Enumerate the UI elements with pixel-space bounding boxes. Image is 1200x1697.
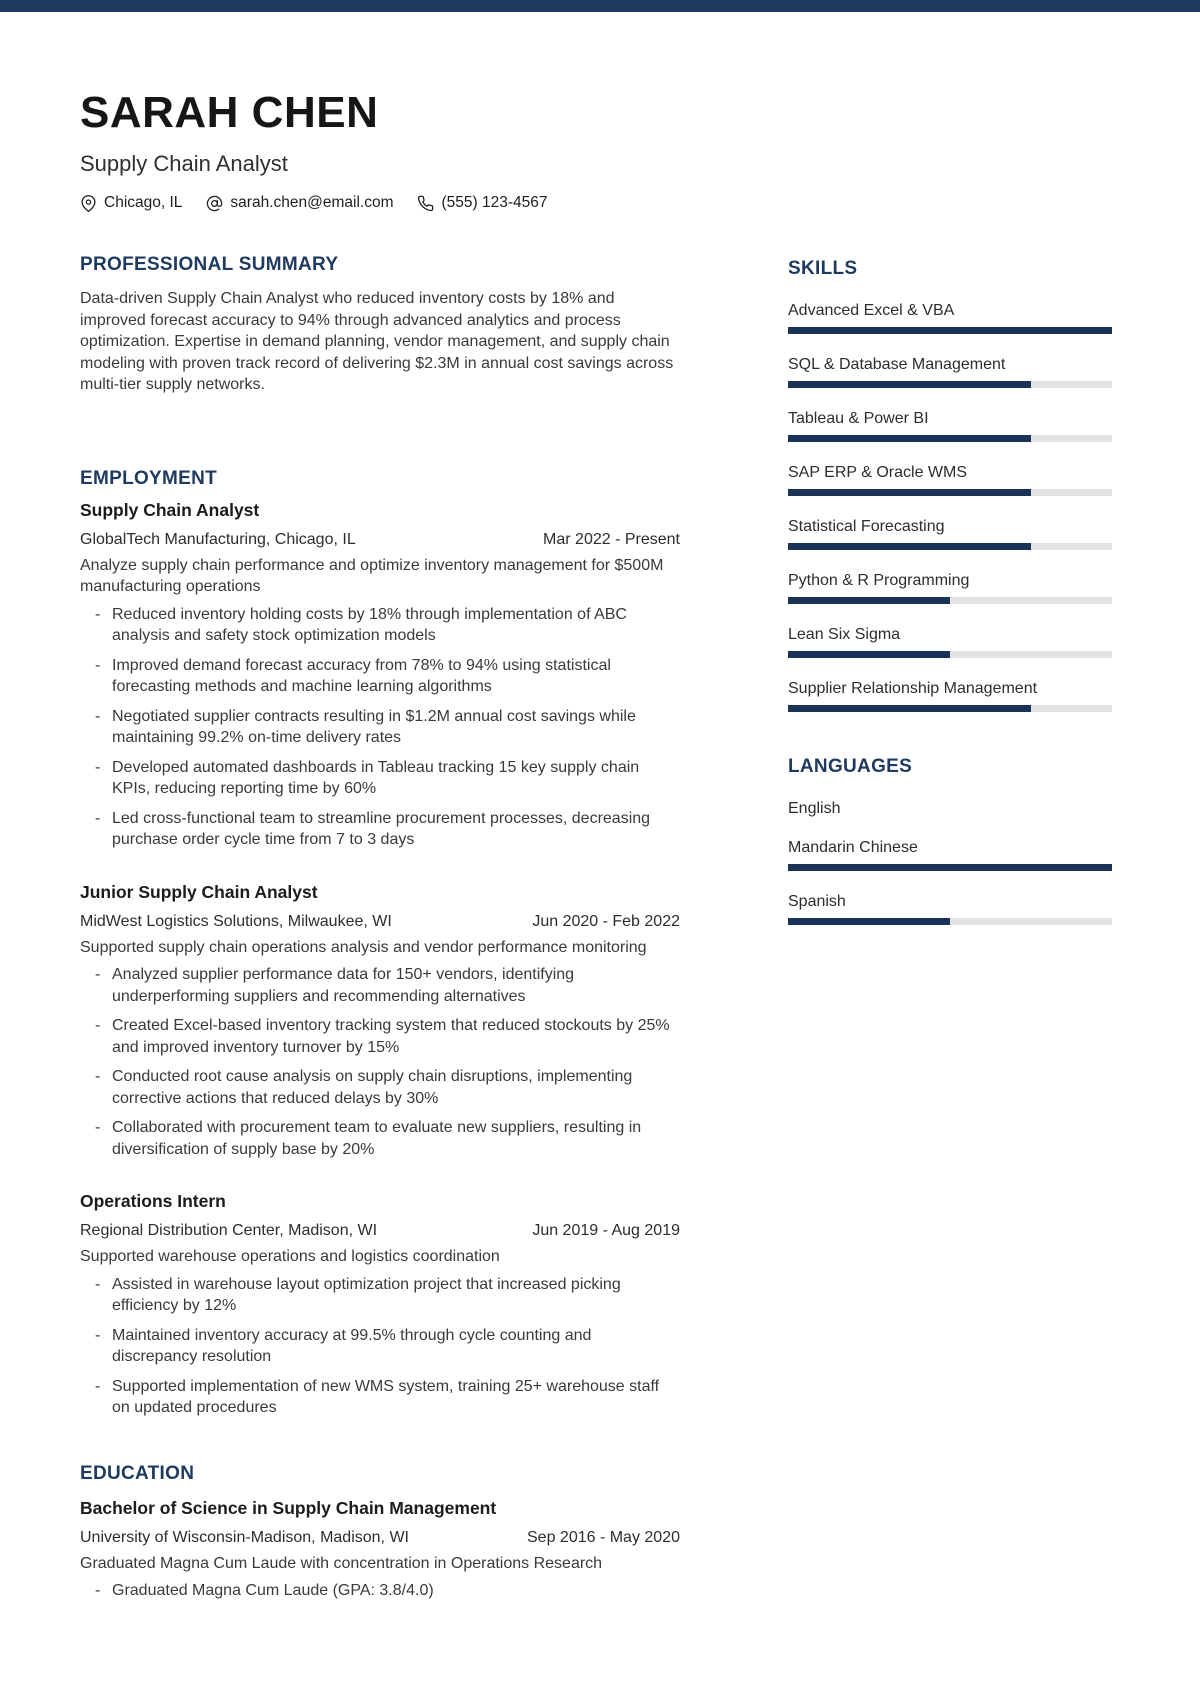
education-meta [80, 1527, 680, 1548]
education-description: Graduated Magna Cum Laude with concentration in Operations Research [80, 1554, 603, 1572]
job-bullet: - Created Excel-based inventory tracking system that reduced stockouts by 25% and improved inventory turnover by 15% [80, 1015, 680, 1058]
summary-heading: PROFESSIONAL SUMMARY [80, 254, 339, 275]
language-bar-fill [788, 864, 1112, 871]
job-company: MidWest Logistics Solutions, Milwaukee, WI [80, 912, 392, 930]
jobs-container [80, 499, 680, 1419]
skill-item [788, 624, 1112, 658]
job-bullet: - Led cross-functional team to streamline procurement processes, decreasing purchase order cycle time from 7 to 3 days [80, 808, 680, 851]
at-sign-icon [206, 195, 223, 212]
job-dates: Jun 2019 - Aug 2019 [532, 1222, 680, 1239]
job-entry [80, 499, 680, 851]
skill-bar-fill [788, 327, 1112, 334]
contact-location [80, 194, 182, 212]
job-title: Junior Supply Chain Analyst [80, 881, 318, 902]
job-company: Regional Distribution Center, Madison, WI [80, 1222, 378, 1239]
summary-text: Data-driven Supply Chain Analyst who reduced inventory costs by 18% and improved forecast accuracy to 94% through advanced analytics and process optimization. Expertise in demand planning, vendor management, and supply chain modeling with proven track record of delivering $2.3M in annual cost savings across multi-tier supply networks. [80, 290, 674, 393]
skills-section [788, 258, 1112, 712]
education-school: University of Wisconsin-Madison, Madison, WI [80, 1528, 409, 1546]
candidate-name: SARAH CHEN [80, 88, 379, 137]
job-meta [80, 1220, 680, 1241]
skill-bar-track [788, 651, 1112, 658]
skill-item [788, 570, 1112, 604]
skill-item [788, 354, 1112, 388]
skill-item [788, 678, 1112, 712]
skill-bar-track [788, 705, 1112, 712]
skill-bar-track [788, 489, 1112, 496]
job-bullet: - Assisted in warehouse layout optimization project that increased picking efficiency by 12% [80, 1274, 680, 1317]
candidate-title: Supply Chain Analyst [80, 151, 288, 176]
job-bullet: - Improved demand forecast accuracy from 78% to 94% using statistical forecasting methods and machine learning algorithms [80, 655, 680, 698]
skill-bar-track [788, 327, 1112, 334]
skill-label: SAP ERP & Oracle WMS [788, 464, 968, 481]
language-label: Spanish [788, 893, 846, 910]
skill-bar-fill [788, 489, 1031, 496]
job-meta [80, 911, 680, 932]
contact-email-text: sarah.chen@email.com [230, 194, 394, 211]
language-item [788, 891, 1112, 925]
skills-heading: SKILLS [788, 258, 858, 279]
contact-location-text: Chicago, IL [104, 194, 183, 211]
job-bullets [80, 964, 680, 1160]
phone-icon [417, 195, 434, 212]
language-item [788, 798, 1112, 819]
languages-container [788, 798, 1112, 925]
skill-bar-fill [788, 597, 950, 604]
education-dates: Sep 2016 - May 2020 [527, 1528, 680, 1546]
skill-label: SQL & Database Management [788, 356, 1006, 373]
skill-label: Tableau & Power BI [788, 410, 929, 427]
skill-item [788, 408, 1112, 442]
skill-bar-track [788, 597, 1112, 604]
skill-bar-fill [788, 543, 1031, 550]
resume-header [80, 90, 1120, 212]
language-item [788, 837, 1112, 871]
languages-section [788, 756, 1112, 925]
skills-container [788, 300, 1112, 712]
job-title: Supply Chain Analyst [80, 499, 260, 520]
job-bullet: - Reduced inventory holding costs by 18% through implementation of ABC analysis and safety stock optimization models [80, 604, 680, 647]
side-column [788, 258, 1112, 945]
job-description: Analyze supply chain performance and optimize inventory management for $500M manufacturing operations [80, 556, 664, 595]
contact-phone-text: (555) 123-4567 [441, 194, 548, 211]
location-pin-icon [80, 195, 97, 212]
job-bullet: - Developed automated dashboards in Tableau tracking 15 key supply chain KPIs, reducing reporting time by 60% [80, 757, 680, 800]
job-company: GlobalTech Manufacturing, Chicago, IL [80, 530, 356, 548]
contact-phone [417, 194, 547, 212]
skill-label: Lean Six Sigma [788, 626, 901, 643]
employment-section [80, 468, 680, 1419]
contact-email [206, 194, 393, 212]
skill-label: Python & R Programming [788, 572, 970, 589]
job-bullet: - Analyzed supplier performance data for 150+ vendors, identifying underperforming suppliers and recommending alternatives [80, 964, 680, 1007]
skill-label: Supplier Relationship Management [788, 680, 1038, 697]
job-description: Supported supply chain operations analysis and vendor performance monitoring [80, 938, 647, 956]
education-bullets [80, 1580, 680, 1602]
skill-bar-fill [788, 705, 1031, 712]
skill-item [788, 516, 1112, 550]
education-section [80, 1463, 680, 1602]
education-degree: Bachelor of Science in Supply Chain Management [80, 1497, 497, 1518]
skill-bar-fill [788, 435, 1031, 442]
language-bar-track [788, 918, 1112, 925]
job-dates: Jun 2020 - Feb 2022 [532, 912, 680, 930]
job-bullet: - Conducted root cause analysis on supply chain disruptions, implementing corrective actions that reduced delays by 30% [80, 1066, 680, 1109]
skill-label: Statistical Forecasting [788, 518, 945, 535]
job-bullets [80, 1274, 680, 1419]
skill-bar-track [788, 381, 1112, 388]
job-entry [80, 1190, 680, 1419]
job-meta [80, 529, 680, 550]
job-entry [80, 881, 680, 1161]
language-label: English [788, 800, 841, 817]
language-bar-fill [788, 918, 950, 925]
job-bullet: - Supported implementation of new WMS system, training 25+ warehouse staff on updated procedures [80, 1376, 680, 1419]
top-accent-bar [0, 0, 1200, 12]
job-bullet: - Maintained inventory accuracy at 99.5% through cycle counting and discrepancy resolution [80, 1325, 680, 1368]
job-dates: Mar 2022 - Present [543, 530, 680, 548]
language-label: Mandarin Chinese [788, 839, 918, 856]
education-heading: EDUCATION [80, 1462, 195, 1484]
contact-row [80, 194, 1120, 212]
job-description: Supported warehouse operations and logistics coordination [80, 1248, 500, 1265]
skill-bar-track [788, 543, 1112, 550]
skill-item [788, 300, 1112, 334]
summary-section [80, 254, 680, 396]
job-bullet: - Collaborated with procurement team to evaluate new suppliers, resulting in diversification of supply base by 20% [80, 1117, 680, 1160]
job-title: Operations Intern [80, 1191, 226, 1211]
languages-heading: LANGUAGES [788, 756, 913, 777]
employment-heading: EMPLOYMENT [80, 467, 218, 489]
skill-label: Advanced Excel & VBA [788, 302, 955, 319]
job-bullet: - Negotiated supplier contracts resulting in $1.2M annual cost savings while maintaining 99.2% on-time delivery rates [80, 706, 680, 749]
education-bullet: - Graduated Magna Cum Laude (GPA: 3.8/4.0) [80, 1580, 680, 1602]
skill-bar-fill [788, 381, 1031, 388]
main-column [80, 254, 680, 1610]
job-bullets [80, 604, 680, 851]
skill-bar-fill [788, 651, 950, 658]
skill-item [788, 462, 1112, 496]
skill-bar-track [788, 435, 1112, 442]
language-bar-track [788, 864, 1112, 871]
